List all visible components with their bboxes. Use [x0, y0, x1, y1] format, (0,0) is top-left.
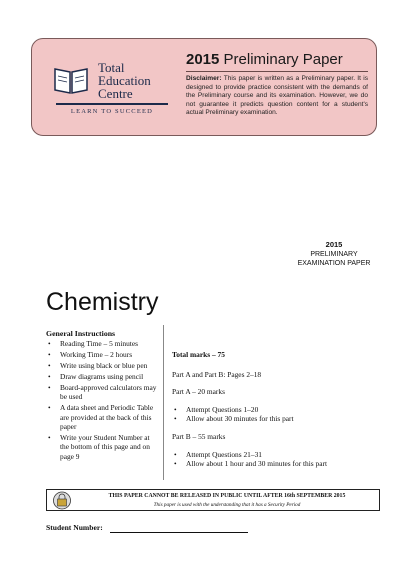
exam-meta: [286, 240, 382, 269]
list-item: • Write your Student Number at the bottom of this page and on page 9: [46, 433, 158, 461]
subject-title: Chemistry: [46, 288, 159, 316]
meta-year: 2015: [325, 240, 343, 249]
instructions-list: [46, 339, 158, 461]
column-divider: [163, 325, 164, 480]
instructions-heading: General Instructions: [46, 329, 116, 338]
logo-name: [98, 61, 178, 100]
disclaimer-text: This paper is written as a Preliminary paper. It is designed to provide practice consistent with the demands of the Preliminary course and its examination. However, we do not guarantee it predicts question content for a student's actual Preliminary examination.: [186, 75, 368, 117]
part-b-list: [172, 450, 382, 469]
header-title-text: Preliminary Paper: [223, 51, 343, 68]
marks-section: [172, 350, 382, 477]
student-number-label: Student Number:: [46, 523, 103, 532]
header-divider: [186, 71, 368, 72]
part-a-heading: Part A – 20 marks: [172, 387, 225, 397]
logo-line: Centre: [98, 86, 133, 101]
list-item: • A data sheet and Periodic Table are provided at the back of this paper: [46, 403, 158, 431]
student-number-field[interactable]: [110, 532, 248, 533]
list-item: • Board-approved calculators may be used: [46, 383, 158, 402]
header-title: [186, 51, 343, 68]
notice-main-text: THIS PAPER CANNOT BE RELEASED IN PUBLIC UNTIL AFTER 16th SEPTEMBER 2015: [108, 493, 346, 499]
part-a-list: [172, 405, 382, 424]
header-box: [31, 38, 377, 136]
meta-line2: EXAMINATION PAPER: [297, 260, 371, 267]
list-item: • Attempt Questions 21–31: [172, 450, 382, 460]
notice-sub-text: This paper is used with the understanding that it has a Security Period: [153, 502, 301, 508]
list-item: • Working Time – 2 hours: [46, 350, 158, 359]
list-item: • Write using black or blue pen: [46, 361, 158, 370]
part-b-heading: Part B – 55 marks: [172, 431, 226, 441]
header-year: 2015: [186, 51, 220, 68]
security-notice: [46, 489, 380, 511]
logo-tagline: LEARN TO SUCCEED: [70, 108, 154, 115]
total-marks: Total marks – 75: [172, 350, 225, 359]
parts-pages: Part A and Part B: Pages 2–18: [172, 369, 262, 379]
list-item: • Draw diagrams using pencil: [46, 372, 158, 381]
disclaimer: [186, 75, 368, 118]
disclaimer-label: Disclaimer:: [186, 75, 222, 82]
logo-line: Education: [98, 73, 151, 88]
open-book-icon: [52, 63, 90, 95]
meta-line1: PRELIMINARY: [310, 250, 358, 258]
tec-logo: [42, 55, 172, 119]
general-instructions: [46, 329, 158, 463]
list-item: • Attempt Questions 1–20: [172, 405, 382, 415]
list-item: • Allow about 30 minutes for this part: [172, 414, 382, 424]
list-item: • Reading Time – 5 minutes: [46, 339, 158, 348]
list-item: • Allow about 1 hour and 30 minutes for this part: [172, 459, 382, 469]
logo-divider: [56, 103, 168, 105]
security-lock-icon: [51, 491, 73, 510]
logo-line: Total: [98, 60, 125, 75]
